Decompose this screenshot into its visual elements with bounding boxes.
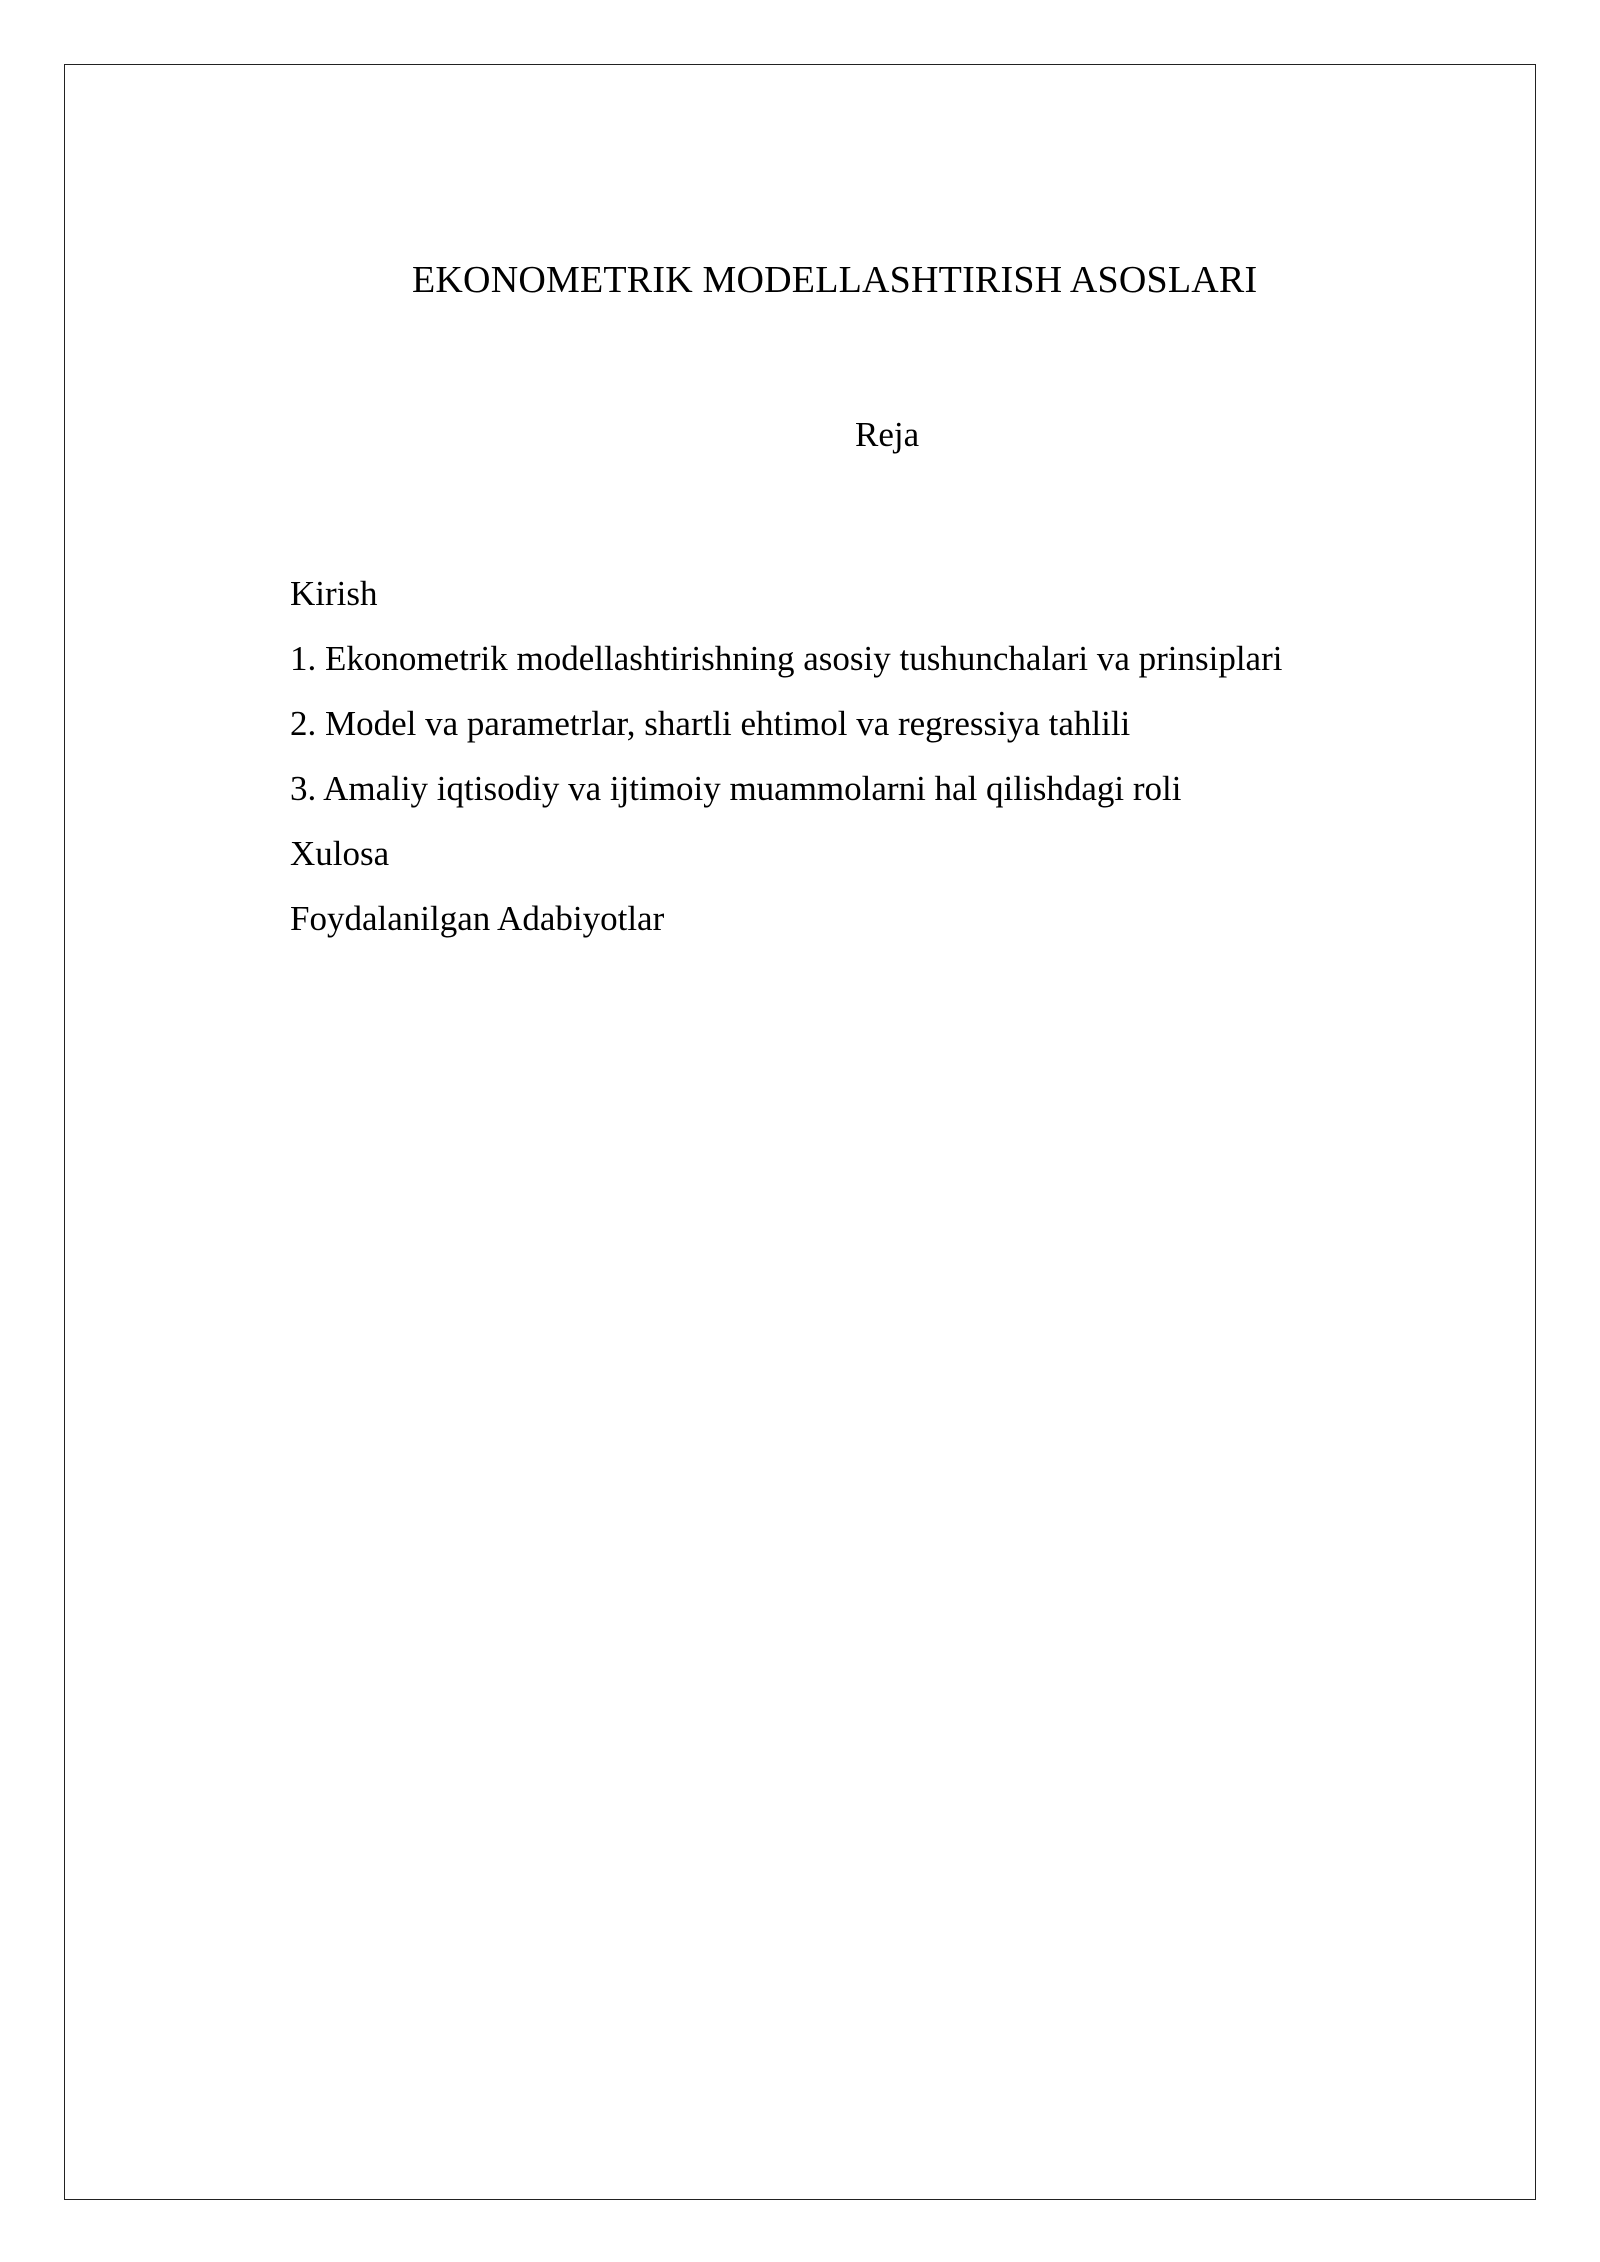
plan-item-conclusion: Xulosa bbox=[290, 834, 390, 873]
document-title: EKONOMETRIK MODELLASHTIRISH ASOSLARI bbox=[412, 259, 1258, 301]
plan-item-references: Foydalanilgan Adabiyotlar bbox=[290, 899, 665, 938]
plan-item-1: 1. Ekonometrik modellashtirishning asosiy tushunchalari va prinsiplari bbox=[290, 639, 1283, 678]
page-border bbox=[64, 64, 1536, 2200]
plan-item-2: 2. Model va parametrlar, shartli ehtimol va regressiya tahlili bbox=[290, 704, 1131, 743]
plan-list bbox=[290, 561, 1282, 951]
plan-item-3: 3. Amaliy iqtisodiy va ijtimoiy muammolarni hal qilishdagi roli bbox=[290, 769, 1182, 808]
plan-heading: Reja bbox=[855, 415, 920, 454]
plan-item-introduction: Kirish bbox=[290, 574, 378, 613]
